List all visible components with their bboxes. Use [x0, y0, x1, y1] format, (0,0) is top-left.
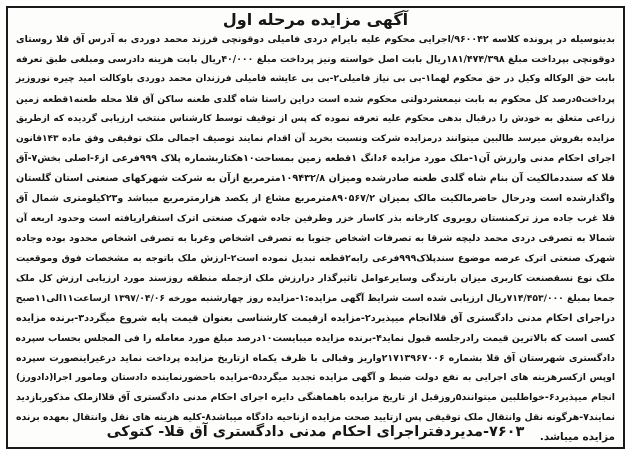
auction-notice	[6, 6, 625, 449]
notice-line: شهرک صنعتی اترک عرصه موضوع سندپلاک۹۹۹فرعی رابه۲قطعه تبدیل نموده است۲-ارزش ملک باتوجه به مشخصات فوق وموقعیت	[16, 252, 615, 264]
notice-line: بدینوسیله در پرونده کلاسه ۹۶۰۰۴۲/اجرایی محکوم علیه بایرام دردی فامیلی دوقونچی فرزند محمد دوردی به آدرس آق قلا روستای	[16, 34, 615, 45]
notice-line: قلا که سنددمالکیت آن بنام شاه گلدی طعنه صادرشده ومیزان ۱۰۹۴۳۲/۸مترمربع ازآن به شرکت شهرکهای صنعتی استان گلستان	[16, 173, 615, 185]
notice-line: دوقونچی بپرداخت مبلغ ۱۸۱/۴۷۴/۳۹۸ریال بابت اصل خواسته ونیز پرداخت مبلغ ۴۰/۰۰۰ریال بابت هزینه دادرسی ومبلغی طبق تعرفه	[16, 53, 615, 65]
notice-line: قلا غرب جاده مرز ترکمنستان روبروی کارخانه بذر کاسار خزر وطرفین جاده شهرک صنعتی اترک استقراریافته است وحدود اربعه آن	[16, 213, 615, 225]
notice-line: زراعی متعلق به خودش را درقبال بدهی محکوم علیه تعرفه نموده که پس از توقیف توسط کارشناس منتخب ارزیابی گردیده که ازطریق	[16, 113, 615, 124]
notice-line: نمایند۷-هرگونه نقل وانتقال ملک توقیفی پس ازتایید صحت مزایده ازناحیه دادگاه میباشد۸-کلیه هزینه های نقل وانتقال بعهده برنده	[15, 412, 615, 424]
notice-line: دراجرای احکام مدنی دادگستری آق قلاانجام میپذیرد۲-مزایده ازقیمت کارشناسی بعنوان قیمت پایه شروع میگردد۳-برنده مزایده	[16, 312, 615, 324]
notice-line: مزایده بفروش میرسد طالبین میتوانند درمزایده شرکت ونسبت بخرید آن اقدام نمایند توصیف اجمالی ملک توقیفی وفق ماده ۱۴۳قانون	[16, 133, 615, 144]
notice-line: شمالا به تصرفی دردی محمد دلیچه شرقا به تصرفات اشخاص جنوبا به تصرفی اشخاص وغربا به تصرفی اشخاص محدود بوده وجاده	[16, 233, 615, 245]
notice-line: کسی است که بالاترین قیمت رادرجلسه قبول نماید۴-برنده مزایده میبایست۱۰درصد مبلغ مورد معامله را فی المجلس بحساب سپرده	[15, 332, 615, 344]
notice-line: واگذارشده است ودرحال حاضرمالکیت مالک بمیزان ۸۹۰۵۶۷/۲مترمربع مشاع از یکصد هزارمترمربع میباشد و۲۳کیلومتری شمال آق	[16, 193, 615, 205]
notice-line: دادگستری شهرستان آق قلا بشماره ۲۱۷۱۳۹۶۷۰۰۶واریز وقبالی با ظرف یکماه ازتاریخ مزایده پرداخت نماید درغیراینصورت سپرده	[16, 352, 615, 364]
notice-line: بابت حق الوکاله وکیل در حق محکوم لهما۱-بی بی نیاز فامیلی۲-بی بی عایشه فامیلی فرزندان محمد دوردی باوکالت امید چیره نوروزیز	[16, 73, 615, 84]
notice-line: اوپس ازکسرهزینه های اجرایی به نفع دولت ضبط و آگهی مزایده تجدید میگردد۵-مزایده باحضورنماینده دادستان ومامور اجرا(دادورز)	[16, 372, 615, 384]
notice-signature: ۷۶۰۳-مدیردفتراجرای احکام مدنی دادگستری آق قلا- کتوکی	[106, 424, 525, 440]
notice-line: انجام میپذیرد۶-خواطلبین میتوانند۵روزقبل از تاریخ مزایده باهماهنگی دایره اجرای احکام مدنی دادگستری آق قلاازملک مذکوربازدید	[16, 392, 615, 404]
notice-line: پرداخت۵درصد کل محکوم به بابت نیمعشردولتی محکوم شده است دراین راستا شاه گلدی طعنه ساکن آق قلا محله طعنه۱قطعه زمین	[16, 93, 615, 105]
notice-line: مزایده میباشد.	[539, 431, 615, 444]
notice-line: اجرای احکام مدنی وارزش آن۱-ملک مورد مزایده ۶دانگ ۱قطعه زمین بمساحت۱۰هکتاربشماره پلاک ۹۹۹فرعی از۶-اصلی بخش۷-آق	[16, 153, 615, 165]
notice-title: آگهی مزایده مرحله اول	[222, 10, 409, 29]
notice-line: جمعا بمبلغ ۷۱۴/۴۵۳/۰۰۰ریال ارزیابی شده است شرایط آگهی مزایده:۱-مزایده روز چهارشنبه مورخه ۱۳۹۷/۰۴/۰۶ ازساعت۱۱الی۱۱صبح	[15, 292, 615, 304]
notice-line: ملک نوع نسقصنعت کاربری میزان بارندگی وسایرعوامل تاثیرگذار درارزش ملک ازجمله منطقه روزسند مورد ارزیابی ارزش کل ملک	[16, 272, 615, 284]
